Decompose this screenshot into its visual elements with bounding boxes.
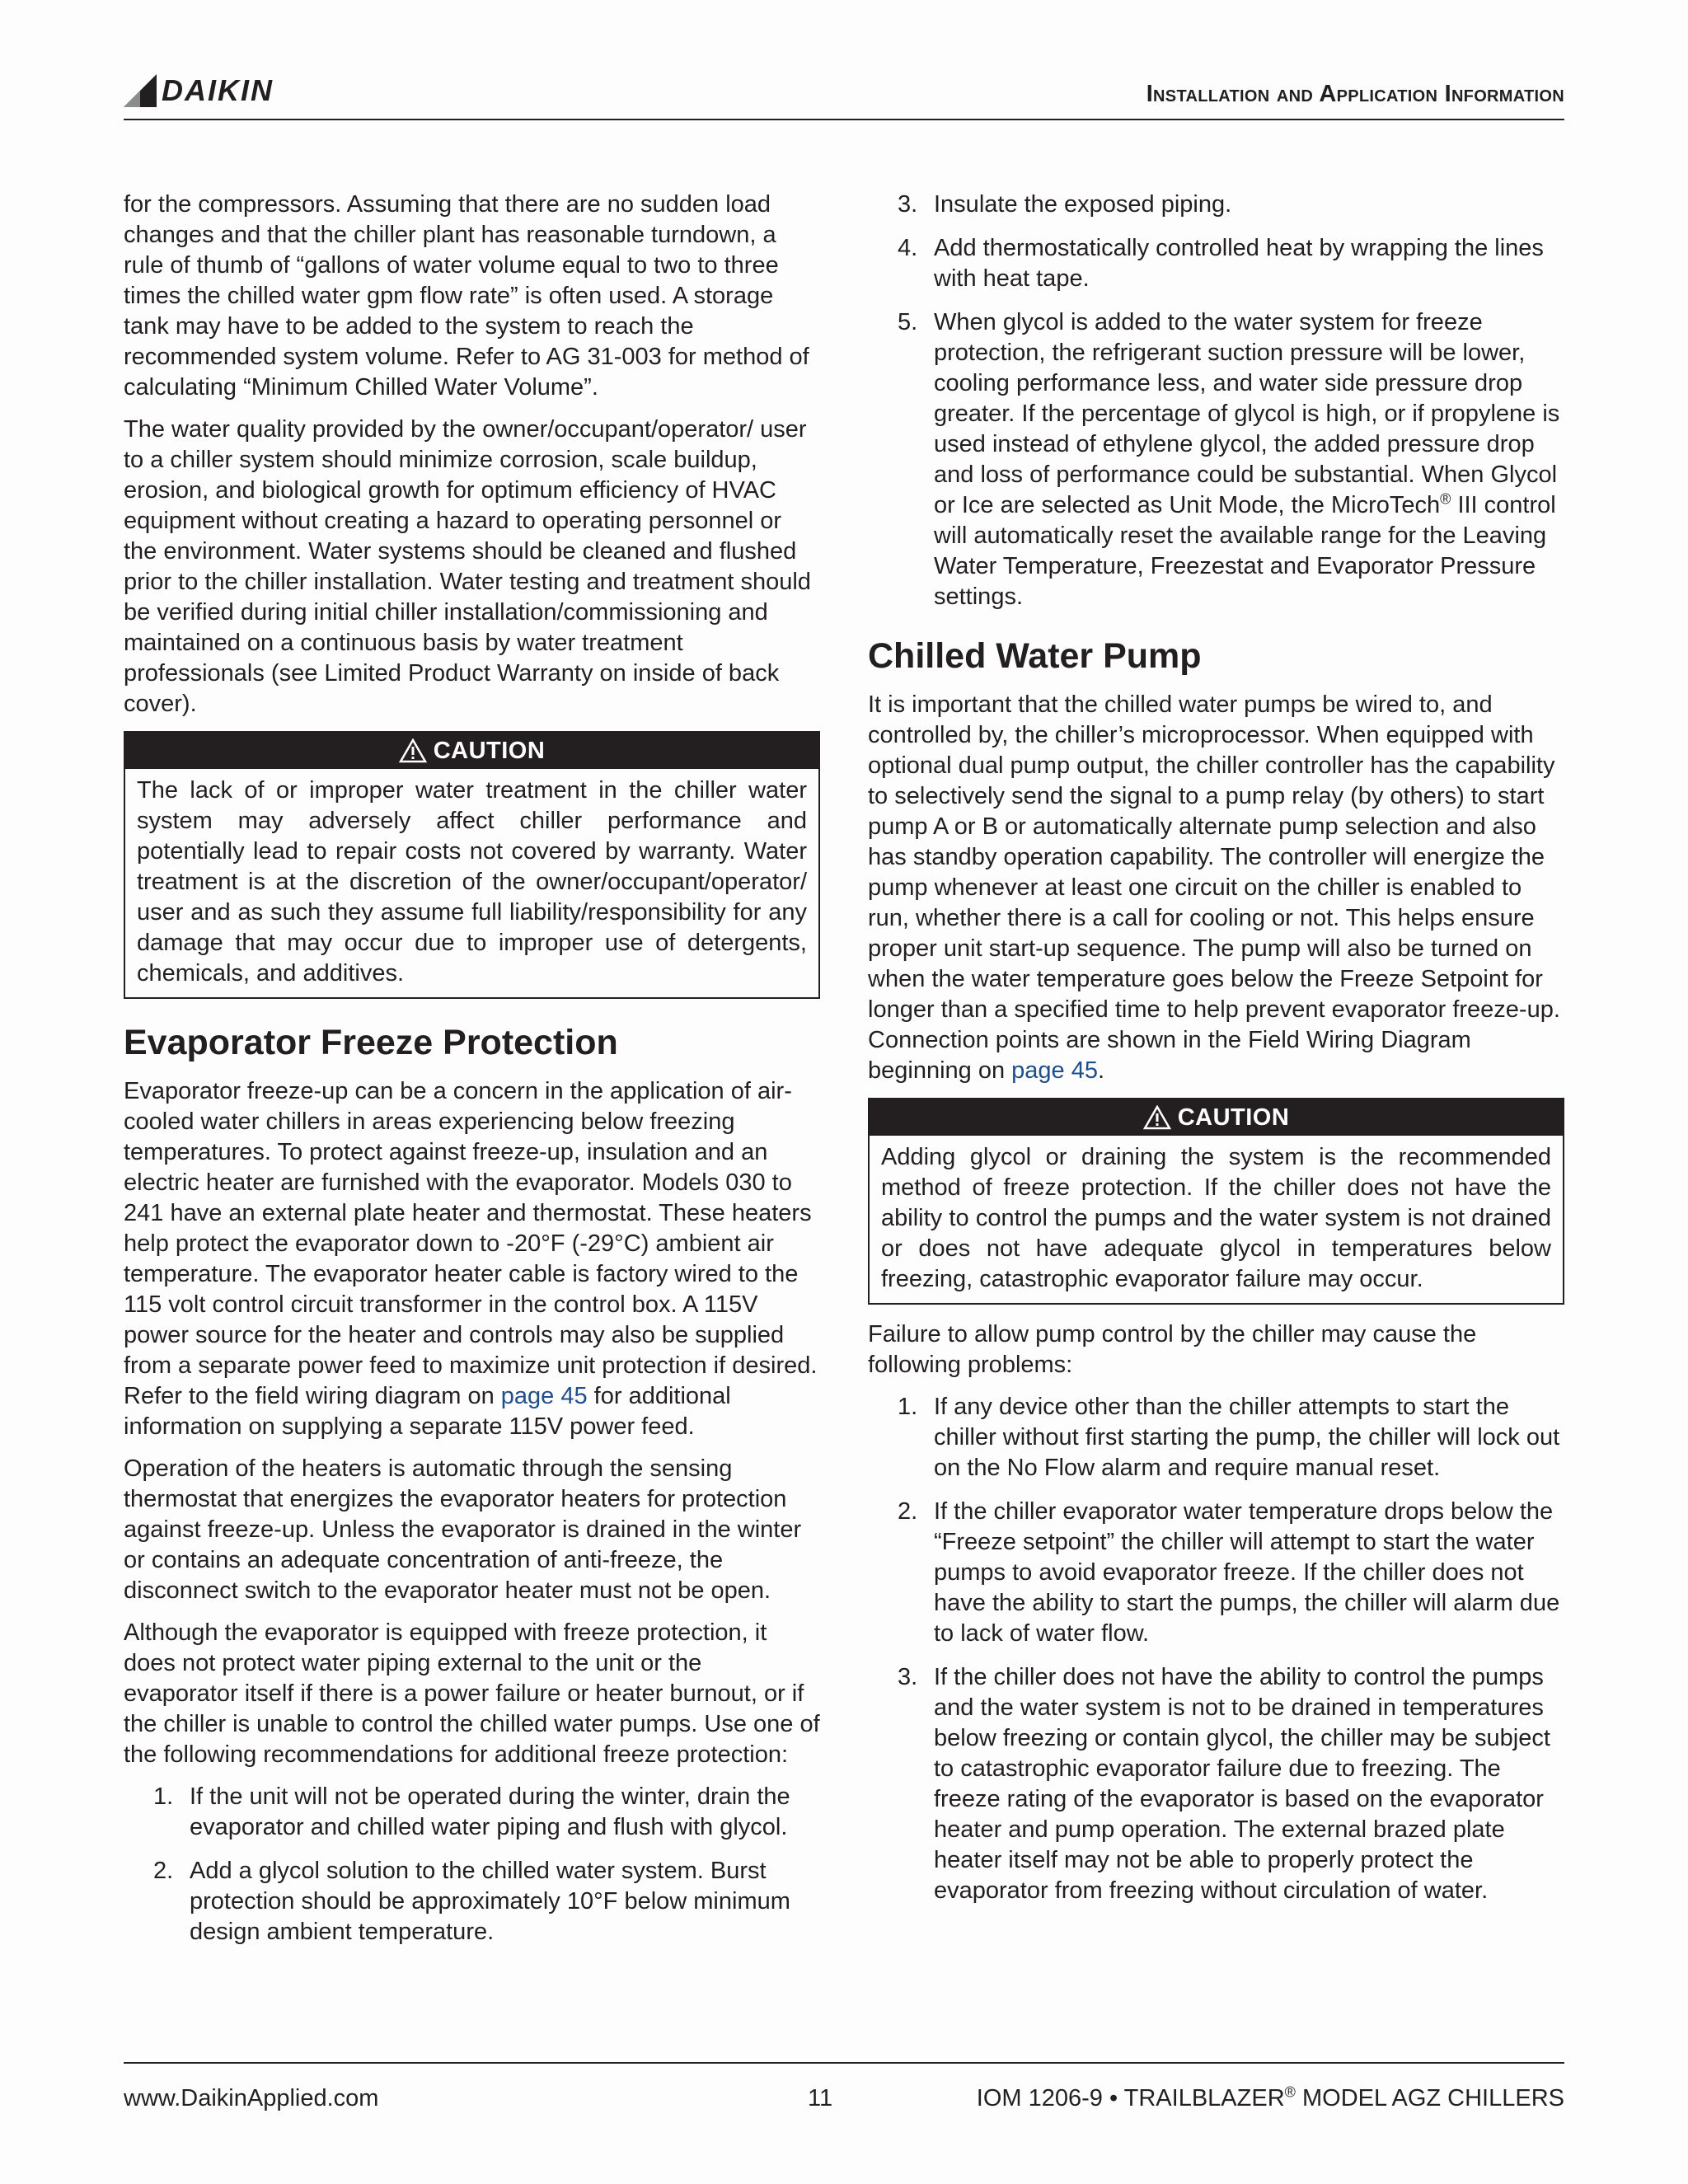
registered-mark: ® — [1440, 490, 1451, 508]
text-segment: IOM 1206-9 • TRAILBLAZER — [976, 2085, 1285, 2111]
caution-text: Adding glycol or draining the system is the recommended method of freeze protection. If the chiller does not have the ability to control the pumps and the water system is not drained or does not have adequate glycol in temperatures below freezing, catastrophic evaporator failure may occur. — [881, 1144, 1551, 1292]
list-text: Add thermostatically controlled heat by wrapping the lines with heat tape. — [934, 235, 1544, 292]
list-text: Insulate the exposed piping. — [934, 191, 1232, 218]
list-text: If any device other than the chiller attempts to start the chiller without first starting the pump, the chiller will lock out on the No Flow alarm and require manual reset. — [934, 1394, 1560, 1481]
caution-header — [870, 1099, 1563, 1136]
list-text: If the chiller evaporator water temperature drops below the “Freeze setpoint” the chiller will attempt to start the water pumps to avoid evaporator freeze. If the chiller does not have the ability to start the pumps, the chiller will alarm due to lack of water flow. — [934, 1498, 1560, 1647]
list-item — [868, 307, 1564, 612]
daikin-logo-mark-icon — [124, 74, 157, 107]
freeze-protection-list-continued — [868, 190, 1564, 612]
warning-triangle-icon — [1143, 1105, 1171, 1130]
list-number: 4. — [898, 235, 918, 261]
warning-triangle-icon — [399, 738, 427, 763]
heading-chilled-water-pump: Chilled Water Pump — [868, 636, 1202, 676]
list-text: Add a glycol solution to the chilled water system. Burst protection should be approximately 10°F below minimum design ambient temperature. — [190, 1858, 790, 1945]
caution-label: CAUTION — [1177, 1104, 1290, 1131]
list-item — [868, 1662, 1564, 1906]
paragraph-heater-operation: Operation of the heaters is automatic through the sensing thermostat that energizes the evaporator heaters for protection against freeze-up. Unless the evaporator is drained in the winter or contains an adequate concentration of anti-freeze, the disconnect switch to the evaporator heater must not be open. — [124, 1455, 802, 1604]
left-column — [124, 190, 820, 1961]
list-number: 5. — [898, 309, 918, 335]
list-text: When glycol is added to the water system for freeze protection, the refrigerant suction pressure will be lower, cooling performance less, and water side pressure drop greater. If the percentage of glycol is high, or if propylene is used instead of ethylene glycol, the added pressure drop and loss of performance could be substantial. When Glycol or Ice are selected as Unit Mode, the MicroTech — [934, 309, 1560, 518]
footer-document-title — [977, 2085, 1564, 2112]
list-text: If the chiller does not have the ability to control the pumps and the water system is not to be drained in temperatures below freezing or contain glycol, the chiller may be subject to catastrophic evaporator failure due to freezing. The freeze rating of the evaporator is based on the evaporator heater and pump operation. The external brazed plate heater itself may not be able to properly protect the evaporator from freezing without circulation of water. — [934, 1664, 1550, 1904]
right-column — [868, 190, 1564, 1919]
footer-divider — [124, 2062, 1564, 2064]
list-number: 3. — [898, 191, 918, 218]
list-number: 3. — [898, 1664, 918, 1690]
registered-mark: ® — [1284, 2083, 1296, 2101]
list-item — [868, 1497, 1564, 1649]
paragraph-chilled-water-pump — [868, 690, 1564, 1086]
paragraph-evaporator-freeze-up — [124, 1076, 820, 1442]
page-number: 11 — [808, 2085, 833, 2111]
list-item — [868, 233, 1564, 294]
list-number: 1. — [898, 1394, 918, 1420]
link-page-45[interactable]: page 45 — [1011, 1057, 1098, 1084]
text-segment: Evaporator freeze-up can be a concern in the application of air-cooled water chillers in areas experiencing below freezing temperatures. To protect against freeze-up, insulation and an electric heater are furnished with the evaporator. Models 030 to 241 have an external plate heater and thermostat. These heaters help protect the evaporator down to -20°F (-29°C) ambient air temperature. The evaporator heater cable is factory wired to the 115 volt control circuit transformer in the control box. A 115V power source for the heater and controls may also be supplied from a separate power feed to maximize unit protection if desired. Refer to the field wiring diagram on — [124, 1078, 818, 1409]
text-segment: MODEL AGZ CHILLERS — [1295, 2085, 1564, 2111]
paragraph-water-volume: for the compressors. Assuming that there are no sudden load changes and that the chiller plant has reasonable turndown, a rule of thumb of “gallons of water volume equal to two to three times the chilled water gpm flow rate” is often used. A storage tank may have to be added to the system to reach the recommended system volume. Refer to AG 31-003 for method of calculating “Minimum Chilled Water Volume”. — [124, 191, 809, 401]
paragraph-failure-pump-control: Failure to allow pump control by the chiller may cause the following problems: — [868, 1321, 1477, 1378]
page-header — [124, 71, 1564, 119]
text-segment: for additional information on supplying a separate 115V power feed. — [124, 1383, 731, 1440]
text-segment: It is important that the chilled water pumps be wired to, and controlled by, the chiller’s microprocessor. When equipped with optional dual pump output, the chiller controller has the capability to selectively send the signal to a pump relay (by others) to start pump A or B or automatically alternate pump selection and also has standby operation capability. The controller will energize the pump whenever at least one circuit on the chiller is enabled to run, whether there is a call for cooling or not. This helps ensure proper unit start-up sequence. The pump will also be turned on when the water temperature goes below the Freeze Setpoint for longer than a specified time to help prevent evaporator freeze-up. Connection points are shown in the Field Wiring Diagram beginning on — [868, 691, 1560, 1084]
caution-label: CAUTION — [433, 737, 546, 764]
caution-text: The lack of or improper water treatment in the chiller water system may adversely affect chiller performance and potentially lead to repair costs not covered by warranty. Water treatment is at the discretion of the owner/occupant/operator/ user and as such they assume full liability/responsibility for any damage that may occur due to improper use of detergents, chemicals, and additives. — [137, 777, 807, 987]
page-footer — [124, 2085, 1564, 2118]
caution-header — [125, 733, 818, 769]
list-item — [868, 190, 1564, 220]
daikin-logo — [124, 73, 274, 109]
header-divider — [124, 119, 1564, 120]
caution-box-glycol — [868, 1098, 1564, 1305]
list-number: 2. — [153, 1858, 174, 1884]
text-segment: . — [1097, 1057, 1105, 1084]
list-text: III control will automatically reset the available range for the Leaving Water Temperature, Freezestat and Evaporator Pressure settings. — [934, 492, 1556, 610]
caution-box-water-treatment — [124, 731, 820, 999]
freeze-protection-list — [124, 1782, 820, 1947]
section-header-title: Installation and Application Information — [1146, 81, 1564, 107]
pump-problems-list — [868, 1392, 1564, 1906]
list-item — [124, 1782, 820, 1843]
list-item — [124, 1856, 820, 1947]
heading-evaporator-freeze-protection: Evaporator Freeze Protection — [124, 1023, 618, 1062]
list-number: 1. — [153, 1783, 174, 1810]
list-item — [868, 1392, 1564, 1483]
list-number: 2. — [898, 1498, 918, 1525]
paragraph-water-quality: The water quality provided by the owner/occupant/operator/ user to a chiller system should minimize corrosion, scale buildup, erosion, and biological growth for optimum efficiency of HVAC equipment without creating a hazard to operating personnel or the environment. Water systems should be cleaned and flushed prior to the chiller installation. Water testing and treatment should be verified during initial chiller installation/commissioning and maintained on a continuous basis by water treatment professionals (see Limited Product Warranty on inside of back cover). — [124, 416, 811, 717]
link-page-45[interactable]: page 45 — [500, 1383, 588, 1409]
logo-wordmark: DAIKIN — [162, 73, 274, 107]
footer-website-link[interactable]: www.DaikinApplied.com — [124, 2085, 379, 2111]
list-text: If the unit will not be operated during the winter, drain the evaporator and chilled water piping and flush with glycol. — [190, 1783, 790, 1840]
paragraph-freeze-recommendations: Although the evaporator is equipped with freeze protection, it does not protect water piping external to the unit or the evaporator itself if there is a power failure or heater burnout, or if the chiller is unable to control the chilled water pumps. Use one of the following recommendations for additional freeze protection: — [124, 1619, 820, 1768]
